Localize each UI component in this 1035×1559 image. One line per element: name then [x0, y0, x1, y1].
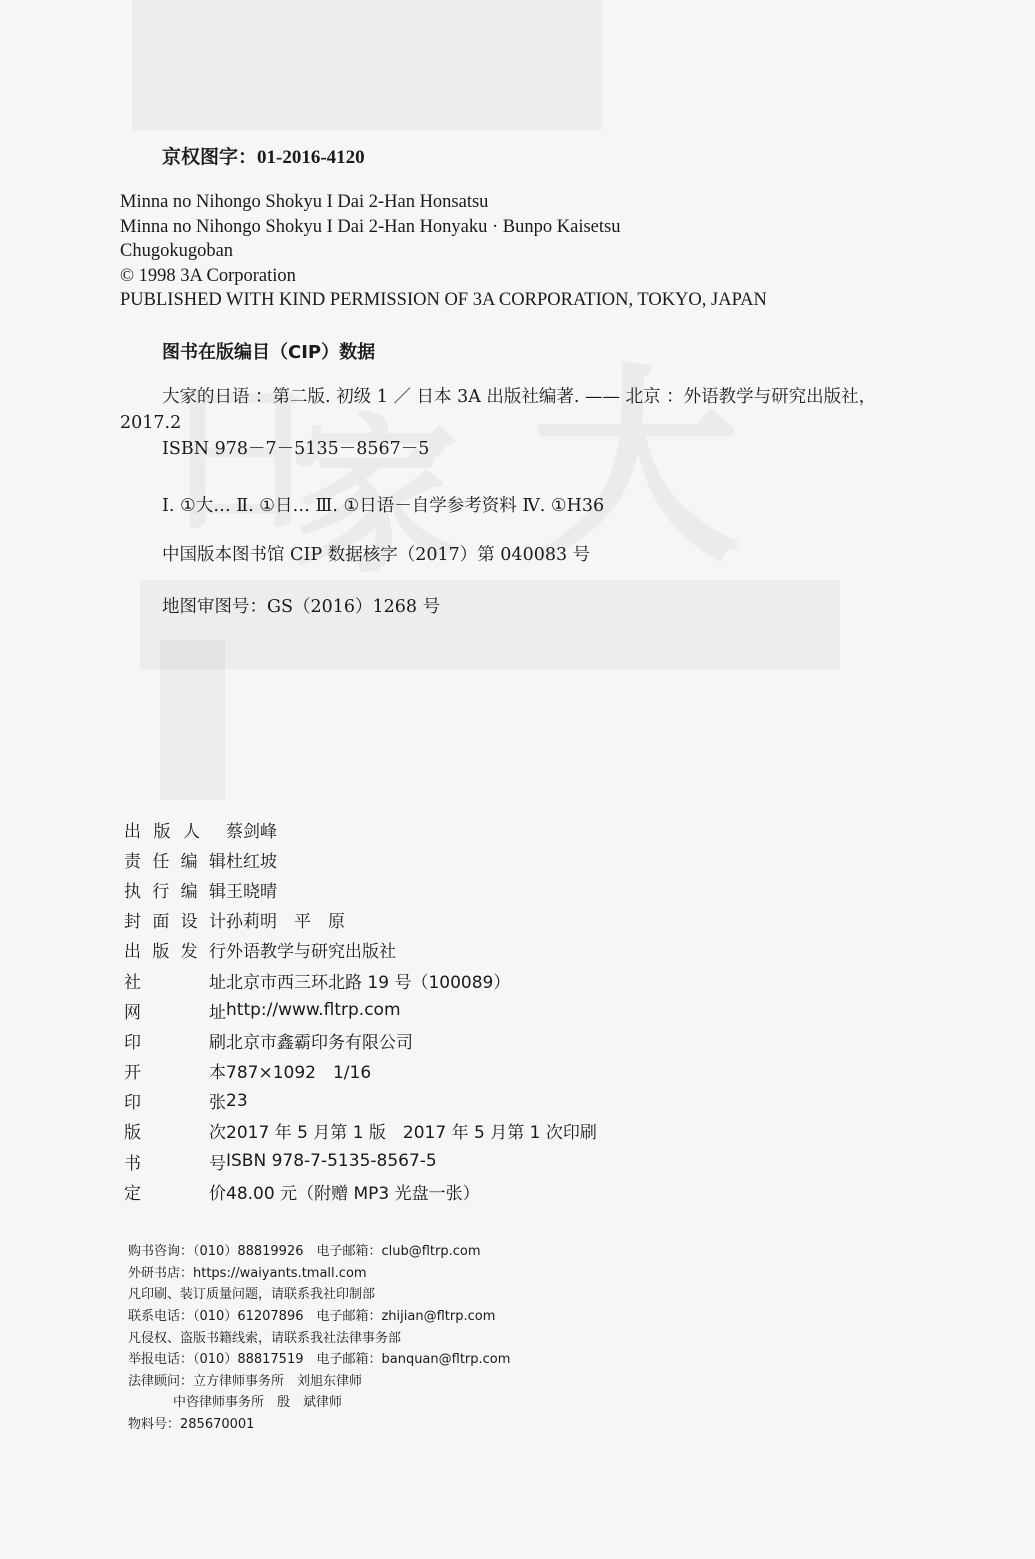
credit-row — [124, 1146, 597, 1176]
contact-row — [128, 1347, 510, 1369]
credit-value: ISBN 978-7-5135-8567-5 — [226, 1151, 437, 1172]
credit-label: 印刷 — [124, 1032, 226, 1053]
credit-label: 定价 — [124, 1183, 226, 1204]
copyright-registration — [162, 142, 365, 169]
license-line: Chugokugoban — [120, 241, 234, 261]
contact-text: 中咨律师事务所 殷 斌律师 — [173, 1395, 343, 1411]
credit-value: 蔡剑峰 — [226, 821, 277, 842]
contact-text: 凡印刷、装订质量问题，请联系我社印制部 — [128, 1287, 376, 1303]
cip-entry-line: 2017.2 — [120, 413, 182, 433]
contact-text: 举报电话：（010）88817519 电子邮箱：banquan@fltrp.com — [128, 1352, 511, 1368]
publication-credits — [124, 814, 597, 1206]
cip-verification: 中国版本图书馆 CIP 数据核字（2017）第 040083 号 — [162, 545, 591, 565]
credit-label: 书号 — [124, 1153, 226, 1174]
credit-label: 封面设计 — [124, 912, 226, 933]
copyright-label: 京权图字： — [162, 146, 258, 168]
contact-row — [128, 1369, 510, 1391]
credit-row — [124, 1025, 597, 1055]
credit-label: 网址 — [124, 1002, 226, 1023]
credit-label: 执行编辑 — [124, 881, 226, 902]
contact-row — [128, 1304, 510, 1326]
license-block — [120, 190, 767, 313]
credit-value: 787×1092 1/16 — [226, 1063, 372, 1084]
credit-value: 北京市西三环北路 19 号（100089） — [226, 972, 511, 993]
credit-row — [124, 844, 597, 874]
credit-value: 王晓晴 — [226, 881, 277, 902]
contact-row — [128, 1261, 510, 1283]
credit-row — [124, 1086, 597, 1116]
credit-value: 23 — [226, 1090, 248, 1111]
license-line: © 1998 3A Corporation — [120, 265, 296, 286]
copyright-number: 01-2016-4120 — [257, 147, 365, 168]
credit-row — [124, 874, 597, 904]
cip-isbn: ISBN 978－7－5135－8567－5 — [162, 439, 430, 459]
credit-row — [124, 1116, 597, 1146]
contact-row — [128, 1412, 510, 1434]
credit-label: 出版人 — [124, 821, 200, 842]
contact-row — [128, 1282, 510, 1304]
cip-entry — [120, 384, 990, 462]
credit-label: 出版发行 — [124, 942, 226, 963]
contact-text: 法律顾问：立方律师事务所 刘旭东律师 — [128, 1373, 363, 1389]
credit-value: http://www.fltrp.com — [226, 1000, 401, 1021]
credit-label: 责任编辑 — [124, 851, 226, 872]
contact-text: 凡侵权、盗版书籍线索，请联系我社法律事务部 — [128, 1330, 402, 1346]
contact-info — [128, 1239, 510, 1433]
cip-entry-line: 大家的日语 ：第二版. 初级 1 ／ 日本 3A 出版社编著. —— 北京 ：外语教学与研究出版社， — [162, 387, 877, 407]
credit-value: 外语教学与研究出版社 — [226, 942, 396, 963]
contact-row — [128, 1239, 510, 1261]
credit-value: 2017 年 5 月第 1 版 2017 年 5 月第 1 次印刷 — [226, 1123, 597, 1144]
cip-classification: Ⅰ. ①大… Ⅱ. ①日… Ⅲ. ①日语－自学参考资料 Ⅳ. ①H36 — [162, 496, 605, 516]
credit-label: 版次 — [124, 1123, 226, 1144]
contact-text: 外研书店：https://waiyants.tmall.com — [128, 1265, 367, 1281]
contact-text: 物料号：285670001 — [128, 1417, 255, 1433]
credit-row — [124, 1056, 597, 1086]
map-review-number: 地图审图号：GS（2016）1268 号 — [162, 597, 441, 617]
credit-row — [124, 814, 597, 844]
license-line: Minna no Nihongo Shokyu I Dai 2-Han Honsatsu — [120, 192, 489, 212]
license-line: Minna no Nihongo Shokyu I Dai 2-Han Honyaku · Bunpo Kaisetsu — [120, 216, 621, 237]
credit-value: 北京市鑫霸印务有限公司 — [226, 1032, 413, 1053]
contact-row — [128, 1325, 510, 1347]
contact-text: 联系电话：（010）61207896 电子邮箱：zhijian@fltrp.com — [128, 1309, 496, 1325]
credit-row — [124, 965, 597, 995]
credit-label: 印张 — [124, 1093, 226, 1114]
contact-row — [128, 1390, 510, 1412]
license-line: PUBLISHED WITH KIND PERMISSION OF 3A CORPORATION, TOKYO, JAPAN — [120, 290, 767, 310]
cip-title: 图书在版编目（CIP）数据 — [162, 342, 376, 363]
show-through-panel — [132, 0, 602, 130]
credit-value: 杜红坡 — [226, 851, 277, 872]
credit-row — [124, 905, 597, 935]
credit-label: 社址 — [124, 972, 226, 993]
credit-row — [124, 995, 597, 1025]
credit-row — [124, 1176, 597, 1206]
credit-label: 开本 — [124, 1063, 226, 1084]
show-through-bar — [160, 640, 225, 800]
credit-value: 48.00 元（附赠 MP3 光盘一张） — [226, 1183, 480, 1204]
credit-value: 孙莉明 平 原 — [226, 912, 345, 933]
credit-row — [124, 935, 597, 965]
contact-text: 购书咨询：（010）88819926 电子邮箱：club@fltrp.com — [128, 1244, 481, 1260]
